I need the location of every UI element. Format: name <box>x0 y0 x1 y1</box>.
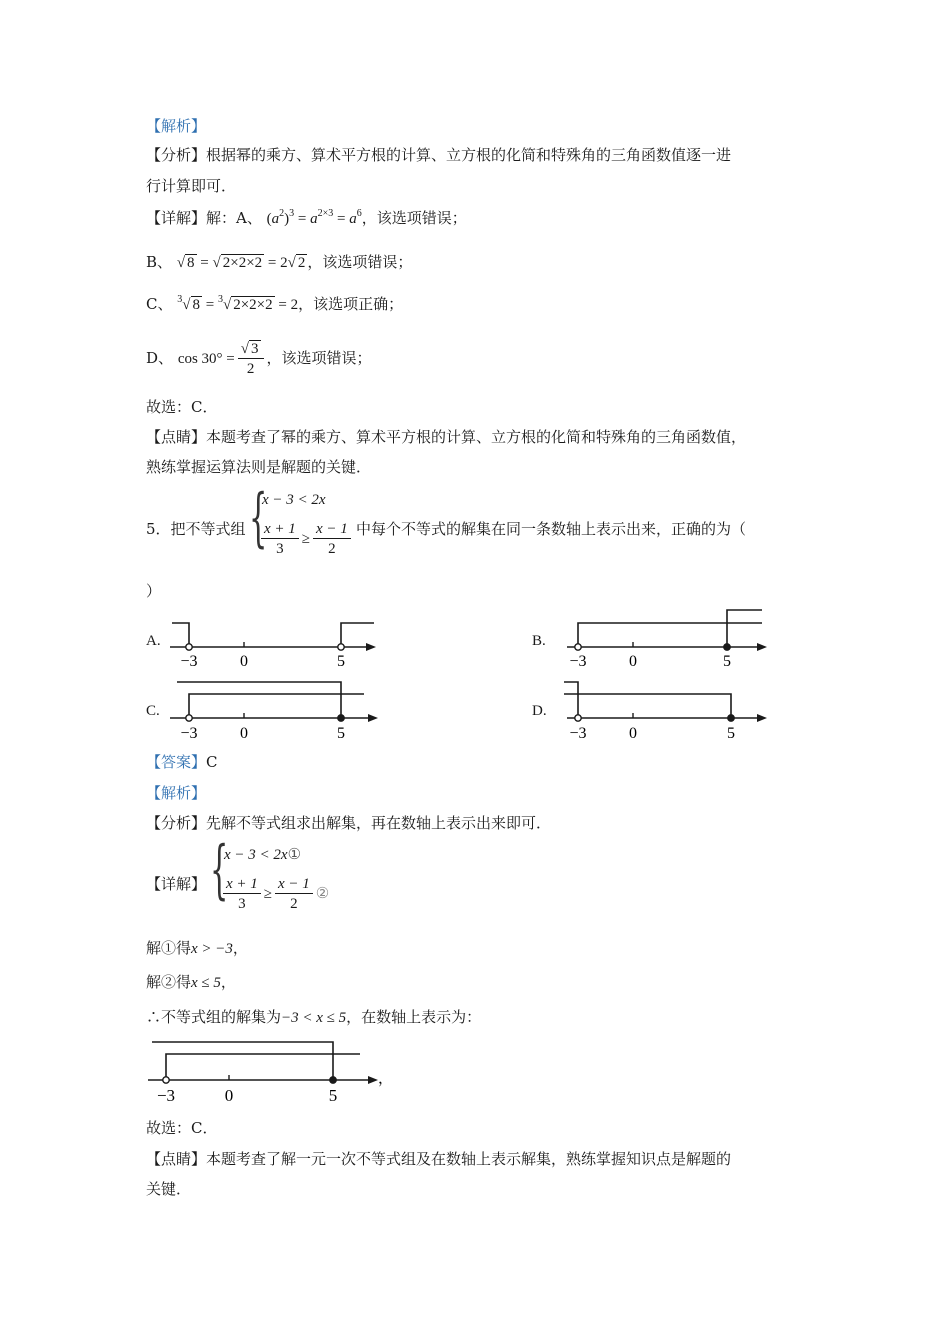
q5-ineq-2: $\frac{x + 1}{3}$ ≥ $\frac{x - 1}{2}$ <box>258 520 354 559</box>
c-verdict: ，该选项正确； <box>298 295 404 313</box>
fenxi-line-2: 行计算即可． <box>146 177 237 195</box>
q5-ineq-1: x − 3 < 2x <box>262 492 326 508</box>
tick-label-d-neg3: −3 <box>569 725 587 742</box>
q5-suffix: 中每个不等式的解集在同一条数轴上表示出来，正确的为（ <box>356 520 747 538</box>
formula-c: $^3$√ 8 = $^3$√ 2×2×2 = 2 <box>177 294 299 313</box>
solve-2-math: x ≤ 5 <box>191 975 221 991</box>
option-b-label: B. <box>532 633 546 649</box>
detail-b-line <box>146 252 412 273</box>
answer-tick-0: 0 <box>224 1086 234 1105</box>
option-b-axis <box>555 602 785 670</box>
solve-2-line: 解②得x ≤ 5， <box>146 973 236 991</box>
answer-fenxi-text: 先解不等式组求出解集，再在数轴上表示出来即可． <box>206 814 552 832</box>
detail-a-line <box>146 208 467 229</box>
tick-label-c-5: 5 <box>337 725 345 742</box>
answer-number-line <box>140 1035 400 1107</box>
answer-brace: { <box>210 833 229 907</box>
solve-1-line: 解①得x > −3， <box>146 939 248 957</box>
answer-ineq-2: $\frac{x + 1}{3}$ ≥ $\frac{x - 1}{2}$ ② <box>220 875 329 914</box>
tick-label-c-0: 0 <box>240 725 248 742</box>
option-c-axis <box>160 672 390 744</box>
answer-detail-tag: 【详解】 <box>146 875 207 893</box>
c-label: C、 <box>146 295 173 313</box>
result-math: −3 < x ≤ 5 <box>281 1010 347 1026</box>
answer-axis-comma: ， <box>378 1071 394 1087</box>
answer-fenxi-line <box>146 813 551 833</box>
b-label: B、 <box>146 253 173 271</box>
dianjing-tag: 【点睛】 <box>146 428 207 446</box>
tick-label-b-0: 0 <box>629 653 637 670</box>
option-c-label: C. <box>146 703 160 719</box>
option-a-label: A. <box>146 633 161 649</box>
answer-tick-neg3: −3 <box>156 1086 176 1105</box>
detail-a-text: 解：A、 <box>206 209 262 227</box>
dianjing-text-1: 本题考查了幂的乘方、算术平方根的计算、立方根的化简和特殊角的三角函数值， <box>206 428 747 446</box>
tick-label-b-neg3: −3 <box>569 653 587 670</box>
tick-label-d-5: 5 <box>727 725 735 742</box>
answer-dianjing-line-1 <box>146 1149 731 1169</box>
q5-close: ） <box>146 582 162 600</box>
fenxi-tag: 【分析】 <box>146 146 207 164</box>
prev-choice: 故选：C． <box>146 398 218 416</box>
b-verdict: ，该选项错误； <box>307 253 413 271</box>
option-a-axis <box>160 612 390 670</box>
answer-line <box>146 752 218 772</box>
answer-tick-5: 5 <box>328 1086 338 1105</box>
answer-dianjing-text-1: 本题考查了解一元一次不等式组及在数轴上表示解集，熟练掌握知识点是解题的 <box>206 1150 732 1168</box>
answer-ineq-1: x − 3 < 2x① <box>224 847 302 863</box>
solve-1-math: x > −3 <box>191 941 233 957</box>
tick-label-b-5: 5 <box>723 653 731 670</box>
option-d-axis <box>555 672 785 744</box>
dianjing-line-1 <box>146 427 746 447</box>
formula-a: $(a^2)^3 = a^{2\times 3} = a^6$ <box>266 208 362 227</box>
answer-fenxi-tag: 【分析】 <box>146 814 207 832</box>
tick-label-a-5: 5 <box>337 653 345 670</box>
d-verdict: ，该选项错误； <box>266 349 372 367</box>
answer-analysis-heading: 【解析】 <box>146 784 207 802</box>
option-d-label: D. <box>532 703 547 719</box>
fenxi-text-1: 根据幂的乘方、算术平方根的计算、立方根的化简和特殊角的三角函数值逐一进 <box>206 146 732 164</box>
tick-label-c-neg3: −3 <box>180 725 198 742</box>
answer-tag: 【答案】 <box>146 753 207 771</box>
detail-d-line <box>146 338 372 379</box>
detail-tag: 【详解】 <box>146 209 207 227</box>
detail-c-line <box>146 294 403 315</box>
formula-b: √ 8 = √ 2×2×2 = 2√ 2 <box>176 255 306 271</box>
dianjing-line-2: 熟练掌握运算法则是解题的关键． <box>146 458 372 476</box>
answer-dianjing-line-2: 关键． <box>146 1180 192 1198</box>
tick-label-d-0: 0 <box>629 725 637 742</box>
a-verdict: ，该选项错误； <box>361 209 467 227</box>
q5-brace: { <box>249 481 268 555</box>
d-label: D、 <box>146 349 174 367</box>
formula-d: cos 30° = $\frac{√ 3}{2}$ <box>178 351 267 367</box>
tick-label-a-neg3: −3 <box>180 653 198 670</box>
q5-prefix: 5．把不等式组 <box>146 520 246 538</box>
answer-value: C <box>206 753 218 771</box>
analysis-heading: 【解析】 <box>146 117 207 135</box>
result-line: ∴不等式组的解集为−3 < x ≤ 5，在数轴上表示为： <box>146 1008 482 1026</box>
answer-choice: 故选：C． <box>146 1119 218 1137</box>
tick-label-a-0: 0 <box>240 653 248 670</box>
fenxi-line-1 <box>146 145 731 165</box>
answer-dianjing-tag: 【点睛】 <box>146 1150 207 1168</box>
